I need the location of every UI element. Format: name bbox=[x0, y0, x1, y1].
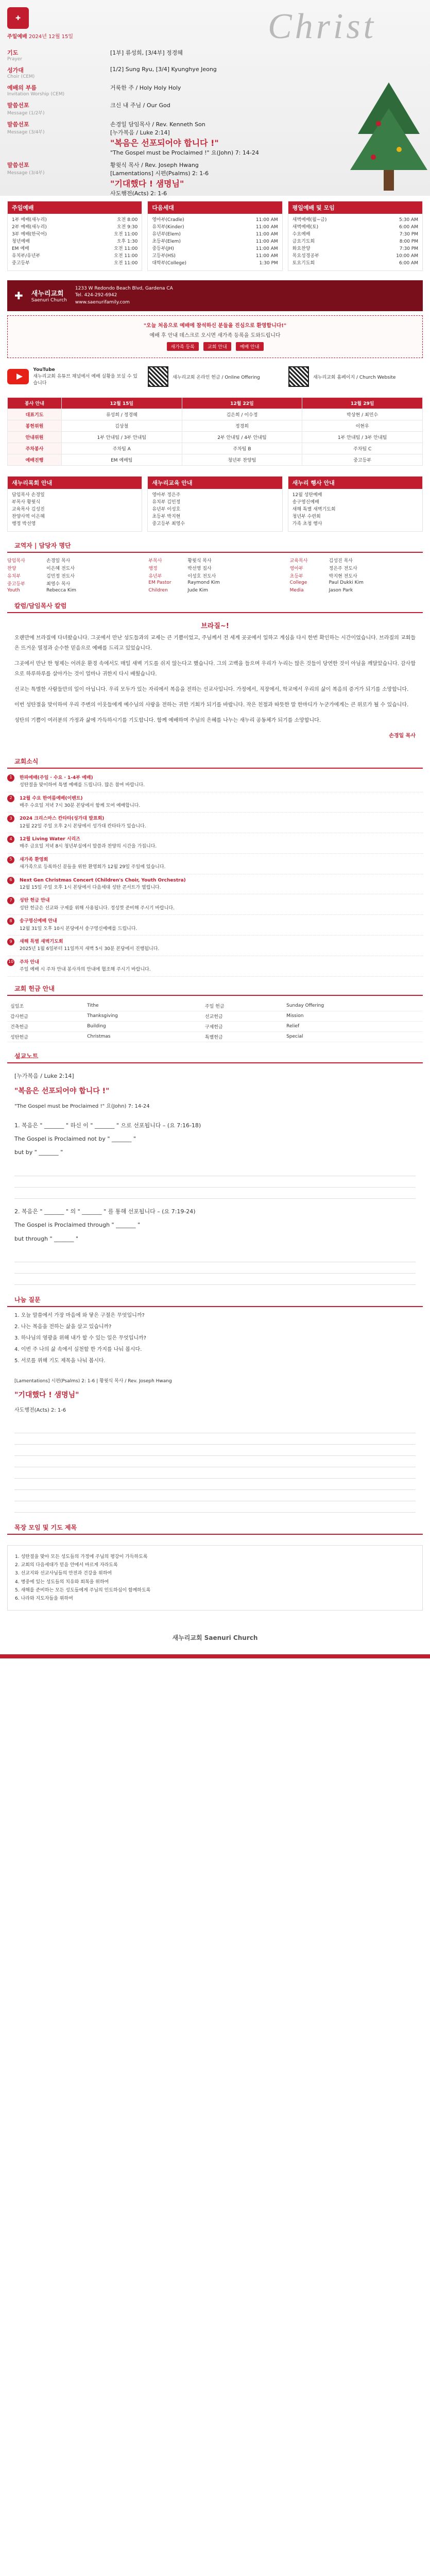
panel-title: 주일예배 bbox=[8, 201, 142, 214]
prayer-box: 1. 성탄절을 맞아 모든 성도들의 가정에 주님의 평강이 가득하도록 2. 교회의 다음세대가 믿음 안에서 바르게 자라도록 3. 선교지와 선교사님들의 안전과 건강을 위하여 4. 병중에 있는 성도들의 치유와 회복을 위하여 5. 새해를 준비하는 모든 성도들에게 주님의 인도하심이 함께하도록 6. 나라와 지도자들을 위하여 bbox=[7, 1545, 423, 1611]
staff-row: 교육목사 김성진 목사 bbox=[289, 558, 353, 564]
staff-row: 담임목사 손경일 목사 bbox=[7, 558, 71, 564]
time-row: EM 예배 오전 11:00 bbox=[12, 246, 138, 251]
staff-row: 유년부 이성호 전도사 bbox=[148, 573, 216, 579]
time-row: 고등부(HS) 11:00 AM bbox=[152, 253, 278, 259]
church-logo-icon: ✚ bbox=[7, 7, 29, 29]
christmas-tree-icon bbox=[312, 72, 430, 196]
table-row: 안내위원 1부 안내팀 / 3부 안내팀 2부 안내팀 / 4부 안내팀 1부 안내팀 / 3부 안내팀 bbox=[8, 432, 423, 443]
time-row: 목요성경공부 10:00 AM bbox=[292, 253, 418, 259]
department-panel: 새누리목회 안내 담임목사 손경일 부목사 황윗식 교육목사 김성진 찬양사역 이은혜 행정 박선영 bbox=[7, 476, 142, 532]
schedule-table: 봉사 안내 12월 15일 12월 22일 12월 29일 대표기도 류성희 / 정경혜 김은희 / 이수정 박상현 / 최민수 봉헌위원 김상철 정경희 이현우 안내위원 1부 안내팀 / 3부 안내팀 2부 안내팀 / 4부 안내팀 1부 안내팀 / 3부 안내팀 주차봉사 주차팀 A 주차팀 B 주차팀 C 예배진행 EM 예배팀 청년부 찬양팀 중고등부 bbox=[7, 397, 423, 466]
church-banner bbox=[7, 280, 423, 312]
order-label: 말씀선포 Message (3/4부) bbox=[7, 162, 45, 176]
time-row: 대학부(College) 1:30 PM bbox=[152, 260, 278, 266]
order-label: 말씀선포 Message (1/2부) bbox=[7, 102, 45, 116]
hero-title: Christ bbox=[268, 7, 377, 46]
staff-row: 유치부 김민정 전도사 bbox=[7, 573, 75, 579]
order-content: [1/2] Sung Ryu, [3/4] Kyunghye Jeong bbox=[110, 66, 217, 73]
table-row: 주차봉사 주차팀 A 주차팀 B 주차팀 C bbox=[8, 443, 423, 454]
footer-bar bbox=[0, 1654, 430, 1658]
offering-section bbox=[0, 996, 430, 1047]
website-link[interactable]: www.saenurifamily.com bbox=[75, 299, 130, 305]
notice-item: 10 주차 안내 주일 예배 시 주차 안내 봉사자의 안내에 협조해 주시기 바랍니다. bbox=[7, 956, 423, 977]
time-row: 초등부(Elem) 11:00 AM bbox=[152, 239, 278, 244]
panel-sunday-worship bbox=[7, 201, 142, 271]
order-label: 예배의 부름 Invitation Worship (CEM) bbox=[7, 84, 65, 97]
time-row: 화요찬양 7:30 PM bbox=[292, 246, 418, 251]
hero-section bbox=[0, 0, 430, 196]
order-label: 말씀선포 Message (3/4부) bbox=[7, 121, 45, 135]
tag-button[interactable]: 예배 안내 bbox=[236, 342, 264, 351]
note-lines bbox=[14, 1422, 416, 1513]
time-row: 유치부/유년부 오전 11:00 bbox=[12, 253, 138, 259]
staff-row: Youth Rebecca Kim bbox=[7, 587, 77, 593]
notice-item: 9 새해 특별 새벽기도회 2025년 1월 6일부터 11일까지 새벽 5시 30분 본당에서 진행됩니다. bbox=[7, 936, 423, 956]
time-row: 1부 예배(새누리) 오전 8:00 bbox=[12, 217, 138, 223]
staff-grid bbox=[0, 553, 430, 597]
time-row: 새벽예배(토) 6:00 AM bbox=[292, 224, 418, 230]
offering-table bbox=[7, 1001, 423, 1042]
banner-logo: 새누리교회 Saenuri Church bbox=[31, 290, 67, 303]
offering-title: 교회 헌금 안내 bbox=[7, 980, 423, 996]
departments-section bbox=[0, 471, 430, 537]
questions-title: 나눔 질문 bbox=[7, 1291, 423, 1307]
prayer-title: 목장 모임 및 기도 제목 bbox=[7, 1519, 423, 1535]
order-row bbox=[0, 46, 430, 64]
staff-row: 행정 박선영 집사 bbox=[148, 566, 212, 571]
time-row: 토요기도회 6:00 AM bbox=[292, 260, 418, 266]
notice-item: 8 송구영신예배 안내 12월 31일 오후 10시 본당에서 송구영신예배를 드립니다. bbox=[7, 915, 423, 936]
order-content: 거룩한 주 / Holy Holy Holy bbox=[110, 84, 181, 91]
notice-item: 3 2024 크리스마스 칸타타(성가대 발표회) 12월 22일 주일 오후 2시 본당에서 성가대 칸타타가 있습니다. bbox=[7, 812, 423, 833]
youtube-icon bbox=[7, 369, 29, 384]
notice-item: 7 성탄 헌금 안내 성탄 헌금은 선교와 구제를 위해 사용됩니다. 정성껏 준비해 주시기 바랍니다. bbox=[7, 894, 423, 915]
fill-in-question: 2. 복음은 " _______ " 의 " _______ " 를 통해 선포됩니다 – (요 7:19-24) bbox=[14, 1208, 196, 1215]
time-row: 영아부(Cradle) 11:00 AM bbox=[152, 217, 278, 223]
table-row: 십일조 Tithe 주일 헌금 Sunday Offering bbox=[7, 1001, 423, 1011]
time-row: 청년예배 오후 1:30 bbox=[12, 239, 138, 244]
church-logo-icon: ✚ bbox=[14, 289, 23, 302]
column-title: 브라질~! bbox=[201, 622, 229, 630]
notice-list bbox=[0, 769, 430, 980]
media-row bbox=[0, 361, 430, 392]
second-sermon: [Lamentations] 시편(Psalms) 2: 1-6 | 황윗식 목사 / Rev. Joseph Hwang "기대했다 ! 샘명님" 사도행전(Acts) 2: 1-6 bbox=[0, 1370, 430, 1519]
time-row: 수요예배 7:30 PM bbox=[292, 231, 418, 237]
column-signature: 손경일 목사 bbox=[389, 733, 416, 739]
department-panel: 새누리 행사 안내 12월 성탄예배 송구영신예배 새해 특별 새벽기도회 청년부 수련회 가족 초청 행사 bbox=[288, 476, 423, 532]
time-row: 유치부(Kinder) 11:00 AM bbox=[152, 224, 278, 230]
order-content: [1부] 류성희, [3/4부] 정경혜 bbox=[110, 49, 183, 56]
fill-in-question: 1. 복음은 " _______ " 하신 이 " _______ " 으로 선포됩니다 – (요 7:16-18) bbox=[14, 1122, 201, 1129]
time-row: 3부 예배(한국어) 오전 11:00 bbox=[12, 231, 138, 237]
time-row: 유년부(Elem) 11:00 AM bbox=[152, 231, 278, 237]
staff-row: Media Jason Park bbox=[289, 587, 353, 593]
question-list: 1. 오늘 말씀에서 가장 마음에 와 닿은 구절은 무엇입니까? 2. 나는 복음을 전하는 삶을 살고 있습니까? 3. 하나님의 영광을 위해 내가 할 수 있는 일은 무엇입니까? 4. 이번 주 나의 삶 속에서 실천할 한 가지를 나눠 봅시다. 5. 서로를 위해 기도 제목을 나눠 봅시다. bbox=[14, 1312, 146, 1364]
sermon-note: [누가복음 / Luke 2:14] "복음은 선포되어야 합니다 !" "The Gospel must be Proclaimed !" 요(John) 7: 14-24 1. 복음은 " _______ " 하신 이 " _______ " 으로 선포됩니다 – (요 7:16-18) The Gospel is Proclaimed not by " _______ " but by " _______ " 2. 복음은 " _______ " 의 " _______ " 를 통해 선포됩니다 – (요 7:19-24) The Gospel is Proclaimed through " _______ " but through " _______ " bbox=[0, 1063, 430, 1291]
staff-title: 교역자 | 담당자 명단 bbox=[7, 537, 423, 553]
department-panel: 새누리교육 안내 영아부 정은주 유치부 김민정 유년부 이성호 초등부 박지현 중고등부 최영수 bbox=[147, 476, 282, 532]
order-content: 손경일 담임목사 / Rev. Kenneth Son [누가복음 / Luke 2:14] "복음은 선포되어야 합니다 !" "The Gospel must be Proclaimed !" 요(John) 7: 14-24 bbox=[110, 120, 423, 157]
welcome-sub: 예배 후 안내 데스크로 오시면 새가족 등록을 도와드립니다 bbox=[149, 333, 281, 339]
note-lines bbox=[14, 1165, 416, 1199]
sermon-title: "기대했다 ! 샘명님" bbox=[110, 179, 184, 189]
panel-weekday bbox=[288, 201, 423, 271]
table-row: 봉헌위원 김상철 정경희 이현우 bbox=[8, 420, 423, 432]
notices-title: 교회소식 bbox=[7, 753, 423, 769]
notice-item: 5 새가족 환영회 새가족으로 등록하신 분들을 위한 환영회가 12월 29일 주일에 있습니다. bbox=[7, 854, 423, 874]
notice-item: 4 12월 Living Water 시리즈 매주 금요일 저녁 8시 청년부실에서 말씀과 찬양의 시간을 가집니다. bbox=[7, 833, 423, 854]
staff-row: 중고등부 최영수 목사 bbox=[7, 581, 71, 587]
staff-row: 부목사 황윗식 목사 bbox=[148, 558, 212, 564]
table-row: 건축헌금 Building 구제헌금 Relief bbox=[7, 1021, 423, 1031]
note-lines bbox=[14, 1251, 416, 1285]
table-row: 대표기도 류성희 / 정경혜 김은희 / 이수정 박상현 / 최민수 bbox=[8, 409, 423, 420]
sermon-note-heading: "복음은 선포되어야 합니다 !" bbox=[14, 1087, 110, 1095]
notice-item: 6 Next Gen Christmas Concert (Children's Choir, Youth Orchestra) 12월 15일 주일 오후 1시 본당에서 다음세대 성탄 콘서트가 열립니다. bbox=[7, 874, 423, 895]
staff-row: EM Pastor Raymond Kim bbox=[148, 580, 220, 585]
table-row: 예배진행 EM 예배팀 청년부 찬양팀 중고등부 bbox=[8, 454, 423, 466]
service-schedule bbox=[0, 392, 430, 471]
qr-offering[interactable]: 새누리교회 온라인 헌금 / Online Offering bbox=[148, 366, 282, 387]
footer-logo: 새누리교회 Saenuri Church bbox=[172, 1634, 258, 1642]
staff-row: Children Jude Kim bbox=[148, 587, 208, 593]
table-row: 감사헌금 Thanksgiving 선교헌금 Mission bbox=[7, 1011, 423, 1021]
order-label: 기도 Prayer bbox=[7, 49, 23, 62]
youtube-link[interactable]: YouTube 새누리교회 유튜브 채널에서 예배 실황을 보실 수 있습니다 bbox=[7, 367, 142, 386]
order-label: 성가대 Choir (CEM) bbox=[7, 67, 35, 79]
staff-row: 영아부 정은주 전도사 bbox=[289, 566, 357, 571]
welcome-title: "오늘 처음으로 예배에 참석하신 분들을 진심으로 환영합니다!" bbox=[143, 323, 287, 329]
staff-row: 찬양 이은혜 전도사 bbox=[7, 566, 75, 571]
tag-button[interactable]: 교회 안내 bbox=[203, 342, 231, 351]
welcome-box bbox=[7, 315, 423, 358]
service-times-section bbox=[0, 196, 430, 276]
order-content: 크신 내 주님 / Our God bbox=[110, 102, 170, 109]
column-section-title: 칼럼/담임목사 칼럼 bbox=[7, 597, 423, 613]
notice-item: 1 한파예배(주일 · 수요 · 1-4부 예배) 성탄절을 맞이하여 특별 예배를 드립니다. 많은 참여 바랍니다. bbox=[7, 772, 423, 792]
hero-date: 주일예배 2024년 12월 15일 bbox=[7, 34, 74, 40]
order-content: 황윗식 목사 / Rev. Joseph Hwang [Lamentations] 시편(Psalms) 2: 1-6 "기대했다 ! 샘명님" 사도행전(Acts) 2: 1-6 bbox=[110, 161, 423, 196]
time-row: 중등부(JH) 11:00 AM bbox=[152, 246, 278, 251]
panel-title: 평일예배 및 모임 bbox=[288, 201, 422, 214]
panel-next-gen bbox=[147, 201, 282, 271]
sermon-note-title: 설교노트 bbox=[7, 1047, 423, 1063]
qr-website[interactable]: 새누리교회 홈페이지 / Church Website bbox=[288, 366, 423, 387]
sermon-title: "복음은 선포되어야 합니다 !" bbox=[110, 138, 219, 148]
staff-row: College Paul Dukki Kim bbox=[289, 580, 364, 585]
time-row: 금요기도회 8:00 PM bbox=[292, 239, 418, 244]
panel-title: 다음세대 bbox=[148, 201, 282, 214]
column-text: 오랜만에 브라질에 다녀왔습니다. 그곳에서 만난 성도들과의 교제는 큰 기쁨이었고, 주님께서 전 세계 곳곳에서 일하고 계심을 다시 한번 확인하는 시간이었습니다. 브라질의 교회들은 뜨거운 열정과 순수한 믿음으로 예배를 드리고 있었습니다. 그곳에서 만난 한 형제는 어려운 환경 속에서도 매일 새벽 기도를 쉬지 않는다고 했습니다. 그의 고백을 들으며 우리가 누리는 많은 것들이 당연한 것이 아님을 깨달았습니다. 감사함으로 하루하루를 살아가는 것이 얼마나 귀한지 다시 배웠습니다. 선교는 특별한 사람들만의 일이 아닙니다. 우리 모두가 있는 자리에서 복음을 전하는 선교사입니다. 가정에서, 직장에서, 학교에서 우리의 삶이 복음의 증거가 되기를 소망합니다. 이번 성탄절을 맞이하여 우리 주변의 이웃들에게 예수님의 사랑을 전하는 귀한 기회가 되기를 바랍니다. 작은 친절과 따뜻한 말 한마디가 누군가에게는 큰 위로가 될 수 있습니다. 성탄의 기쁨이 여러분의 가정과 삶에 가득하시기를 기도합니다. 함께 예배하며 주님의 은혜를 나누는 새누리 공동체가 되기를 소망합니다. 손경일 목사 bbox=[0, 633, 430, 753]
qr-code-icon bbox=[148, 366, 168, 387]
time-row: 2부 예배(새누리) 오전 9:30 bbox=[12, 224, 138, 230]
tag-button[interactable]: 새가족 등록 bbox=[167, 342, 199, 351]
qr-code-icon bbox=[288, 366, 309, 387]
staff-row: 초등부 박지현 전도사 bbox=[289, 573, 357, 579]
table-row: 성탄헌금 Christmas 특별헌금 Special bbox=[7, 1031, 423, 1042]
time-row: 중고등부 오전 11:00 bbox=[12, 260, 138, 266]
time-row: 새벽예배(월~금) 5:30 AM bbox=[292, 217, 418, 223]
notice-item: 2 12월 수요 한여름예배(이벤트) 매주 수요일 저녁 7시 30분 본당에서 함께 모여 예배합니다. bbox=[7, 792, 423, 813]
banner-text: 1233 W Redondo Beach Blvd, Gardena CA Tel. 424-292-6942 www.saenurifamily.com bbox=[75, 285, 173, 305]
